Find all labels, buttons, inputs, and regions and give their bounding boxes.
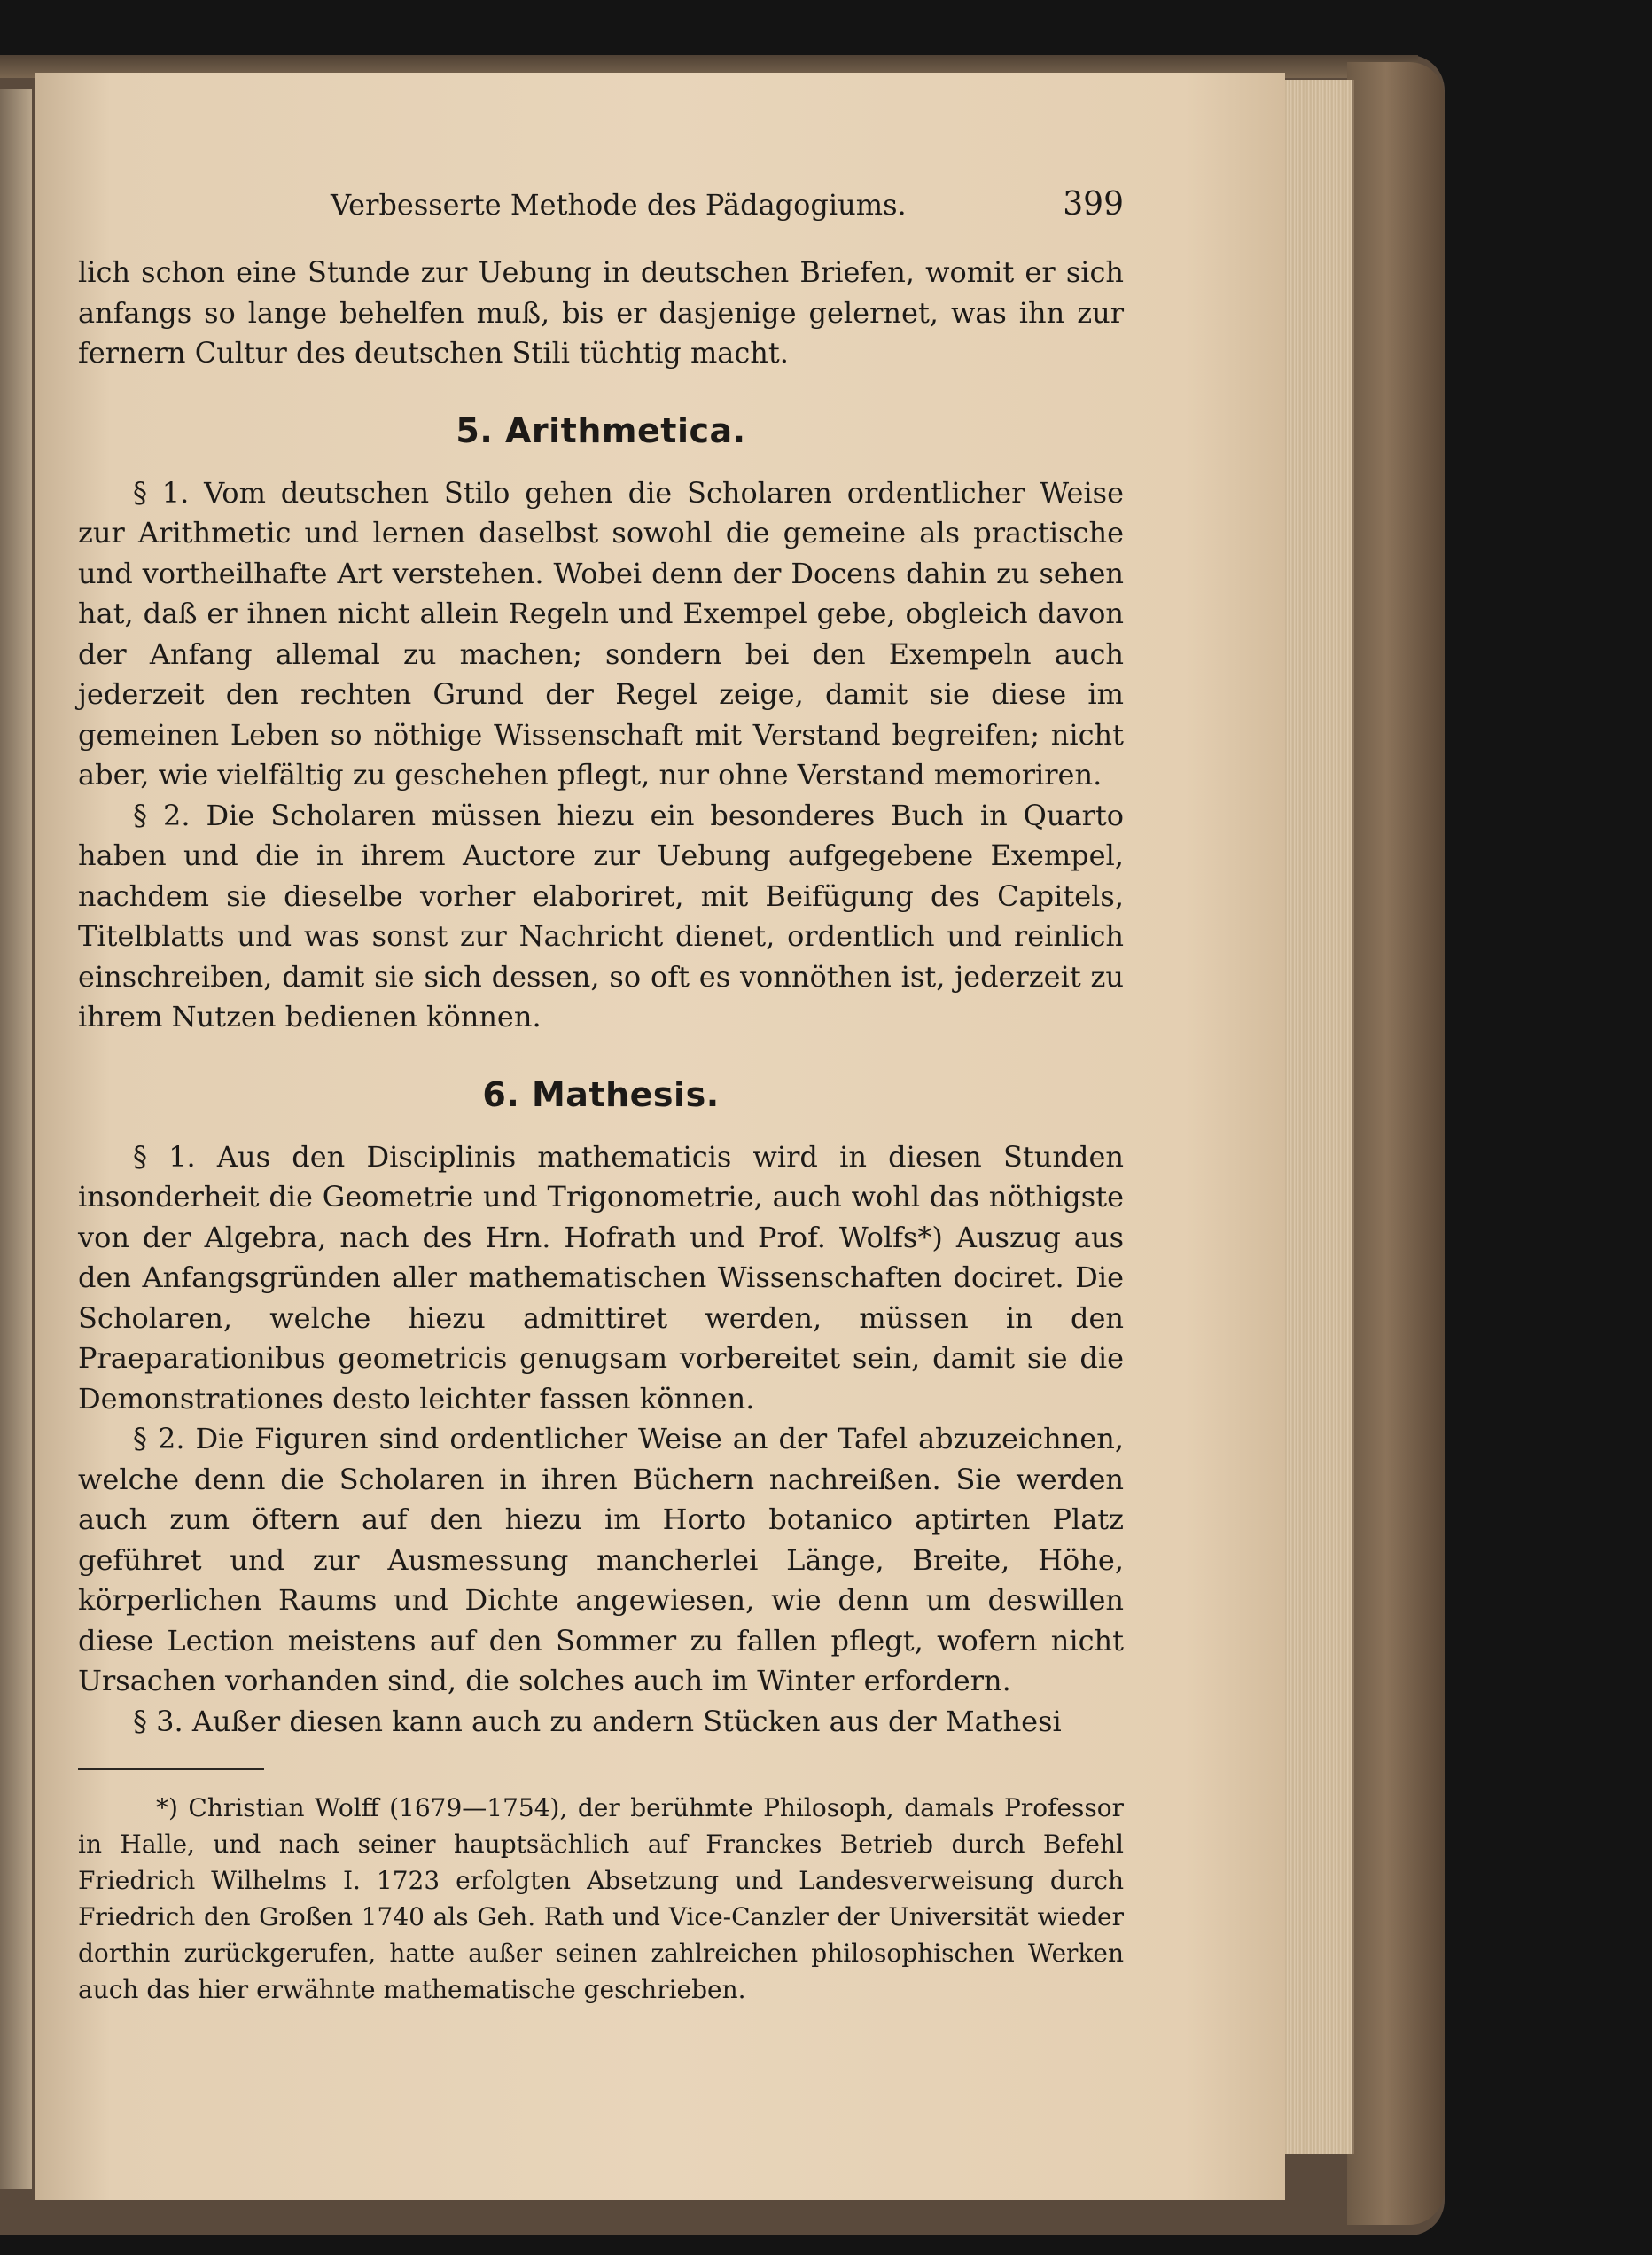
paragraph-continuation: lich schon eine Stunde zur Uebung in deutschen Briefen, womit er sich anfangs so lange behelfen muß, bis er dasjenige gelernet, was ihn zur fernern Cultur des deutschen Stili tüchtig macht.: [78, 255, 1124, 370]
section-heading-arithmetica: 5. Arithmetica.: [456, 410, 746, 450]
page-number: 399: [1063, 186, 1124, 222]
footnote-text: *) Christian Wolff (1679—1754), der berühmte Philosoph, damals Professor in Halle, und nach seiner hauptsächlich auf Franckes Betrieb durch Befehl Friedrich Wilhelms I. 1723 erfolgten Absetzung und Landesverweisung durch Friedrich den Großen 1740 als Geh. Rath und Vice-Canzler der Universität wieder dorthin zurückgerufen, hatte außer seinen zahlreichen philosophischen Werken auch das hier erwähnte mathematische geschrieben.: [78, 1793, 1124, 2004]
section-heading-mathesis: 6. Mathesis.: [482, 1074, 720, 1114]
paragraph-arithmetica-1: § 1. Vom deutschen Stilo gehen die Scholaren ordentlicher Weise zur Arithmetic und lernen daselbst sowohl die gemeine als practische und vortheilhafte Art verstehen. Wobei denn der Docens dahin zu sehen hat, daß er ihnen nicht allein Regeln und Exempel gebe, obgleich davon der Anfang allemal zu machen; sondern bei den Exempeln auch jederzeit den rechten Grund der Regel zeige, damit sie diese im gemeinen Leben so nöthige Wissenschaft mit Verstand begreifen; nicht aber, wie vielfältig zu geschehen pflegt, nur ohne Verstand memoriren.: [78, 475, 1124, 792]
footnote: [78, 1790, 1124, 2008]
running-header: [78, 186, 1124, 222]
facing-page-edge: [0, 89, 32, 2189]
paragraph-arithmetica-2: § 2. Die Scholaren müssen hiezu ein besonderes Buch in Quarto haben und die in ihrem Auctore zur Uebung aufgegebene Exempel, nachdem sie dieselbe vorher elaboriret, mit Beifügung des Capitels, Titelblatts und was sonst zur Nachricht dienet, ordentlich und reinlich einschreiben, damit sie sich dessen, so oft es vonnöthen ist, jederzeit zu ihrem Nutzen bedienen können.: [78, 798, 1124, 1034]
paragraph-mathesis-3: § 3. Außer diesen kann auch zu andern Stücken aus der Mathesi: [133, 1704, 1062, 1738]
footnote-rule: [78, 1768, 264, 1770]
page-text: [78, 186, 1124, 2008]
paragraph-mathesis-2: § 2. Die Figuren sind ordentlicher Weise an der Tafel abzuzeichnen, welche denn die Scholaren in ihren Büchern nachreißen. Sie werden auch zum öftern auf den hiezu im Horto botanico aptirten Platz geführet und zur Ausmessung mancherlei Länge, Breite, Höhe, körperlichen Raums und Dichte angewiesen, wie denn um deswillen diese Lection meistens auf den Sommer zu fallen pflegt, wofern nicht Ursachen vorhanden sind, die solches auch im Winter erfordern.: [78, 1422, 1124, 1697]
book-cover-edge: [1347, 62, 1445, 2225]
page-stack-edge: [1281, 80, 1354, 2154]
running-title: Verbesserte Methode des Pädagogiums.: [331, 188, 907, 222]
paragraph-mathesis-1: § 1. Aus den Disciplinis mathematicis wird in diesen Stunden insonderheit die Geometrie und Trigonometrie, auch wohl das nöthigste von der Algebra, nach des Hrn. Hofrath und Prof. Wolfs*) Auszug aus den Anfangsgründen aller mathematischen Wissenschaften dociret. Die Scholaren, welche hiezu admittiret werden, müssen in den Praeparationibus geometricis genugsam vorbereitet sein, damit sie die Demonstrationes desto leichter fassen können.: [78, 1139, 1124, 1416]
